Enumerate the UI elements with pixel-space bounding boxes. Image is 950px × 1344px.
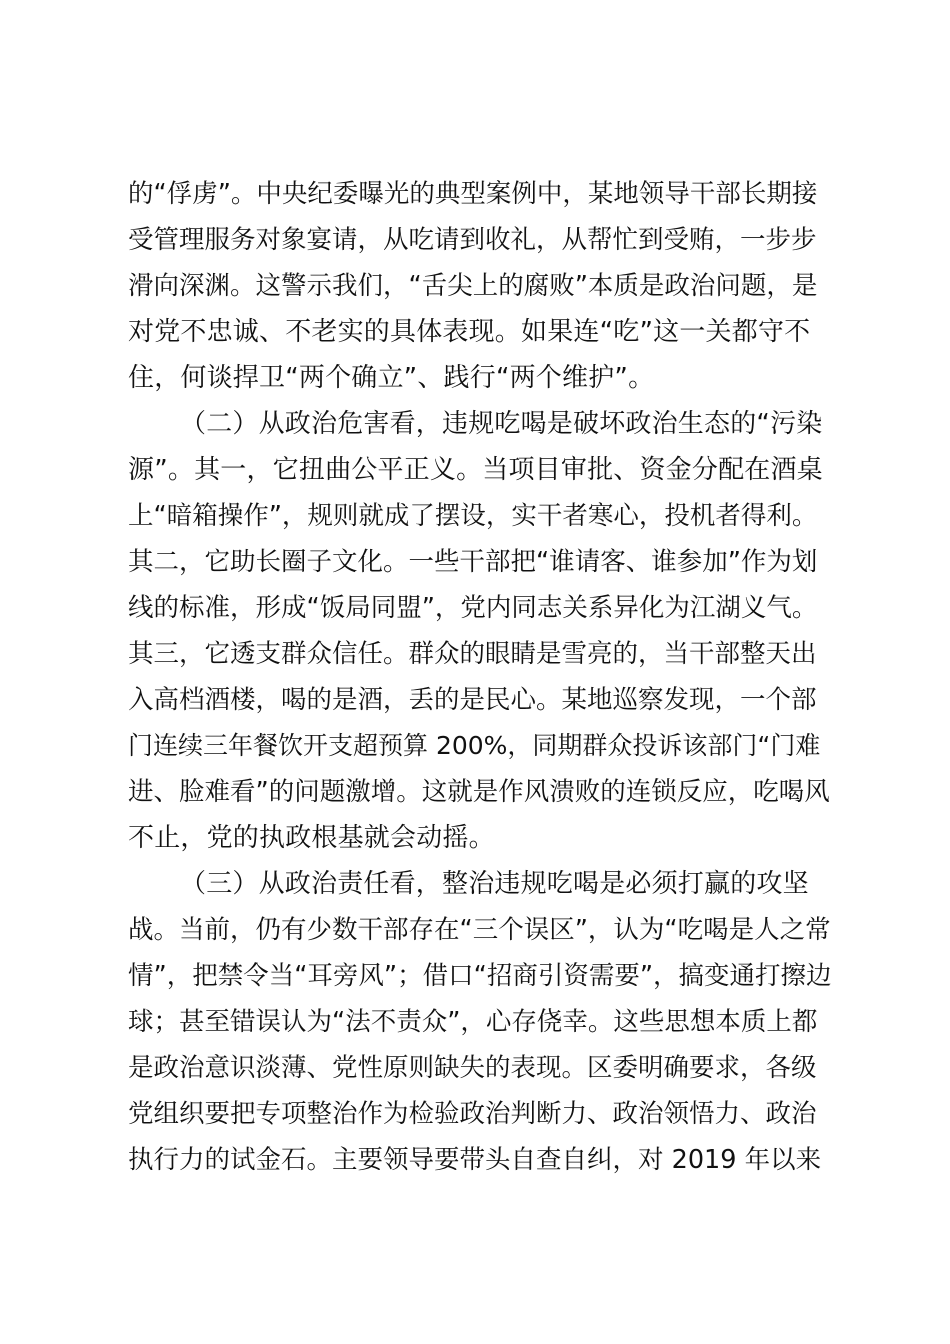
text-line: 线的标准，形成“饭局同盟”，党内同志关系异化为江湖义气。 bbox=[128, 593, 818, 623]
text-line: 住，何谈捍卫“两个确立”、践行“两个维护”。 bbox=[128, 363, 655, 393]
text-line: 战。当前，仍有少数干部存在“三个误区”，认为“吃喝是人之常 bbox=[128, 915, 831, 945]
text-line: 对党不忠诚、不老实的具体表现。如果连“吃”这一关都守不 bbox=[128, 317, 811, 347]
text-line: 情”，把禁令当“耳旁风”；借口“招商引资需要”，搞变通打擦边 bbox=[128, 961, 832, 991]
text-line: 执行力的试金石。主要领导要带头自查自纠，对 2019 年以来 bbox=[128, 1145, 822, 1175]
text-line: 其三，它透支群众信任。群众的眼睛是雪亮的，当干部整天出 bbox=[128, 639, 817, 669]
text-line: 受管理服务对象宴请，从吃请到收礼，从帮忙到受贿，一步步 bbox=[128, 225, 817, 255]
text-line: 进、脸难看”的问题激增。这就是作风溃败的连锁反应，吃喝风 bbox=[128, 777, 830, 807]
text-line: 上“暗箱操作”，规则就成了摆设，实干者寒心，投机者得利。 bbox=[128, 501, 818, 531]
text-line: 球；甚至错误认为“法不责众”，心存侥幸。这些思想本质上都 bbox=[128, 1007, 818, 1037]
text-line: 源”。其一，它扭曲公平正义。当项目审批、资金分配在酒桌 bbox=[128, 455, 823, 485]
text-line: 滑向深渊。这警示我们，“舌尖上的腐败”本质是政治问题，是 bbox=[128, 271, 818, 301]
text-line: 的“俘虏”。中央纪委曝光的典型案例中，某地领导干部长期接 bbox=[128, 179, 818, 209]
text-line: 入高档酒楼，喝的是酒，丢的是民心。某地巡察发现，一个部 bbox=[128, 685, 817, 715]
text-line: 不止，党的执政根基就会动摇。 bbox=[128, 823, 495, 853]
text-line: 党组织要把专项整治作为检验政治判断力、政治领悟力、政治 bbox=[128, 1099, 817, 1129]
text-line: 是政治意识淡薄、党性原则缺失的表现。区委明确要求，各级 bbox=[128, 1053, 817, 1083]
text-line: 其二，它助长圈子文化。一些干部把“谁请客、谁参加”作为划 bbox=[128, 547, 818, 577]
section-heading-line: （三）从政治责任看，整治违规吃喝是必须打赢的攻坚 bbox=[180, 869, 809, 899]
text-line: 门连续三年餐饮开支超预算 200%，同期群众投诉该部门“门难 bbox=[128, 731, 821, 760]
section-heading-line: （二）从政治危害看，违规吃喝是破坏政治生态的“污染 bbox=[180, 409, 823, 439]
